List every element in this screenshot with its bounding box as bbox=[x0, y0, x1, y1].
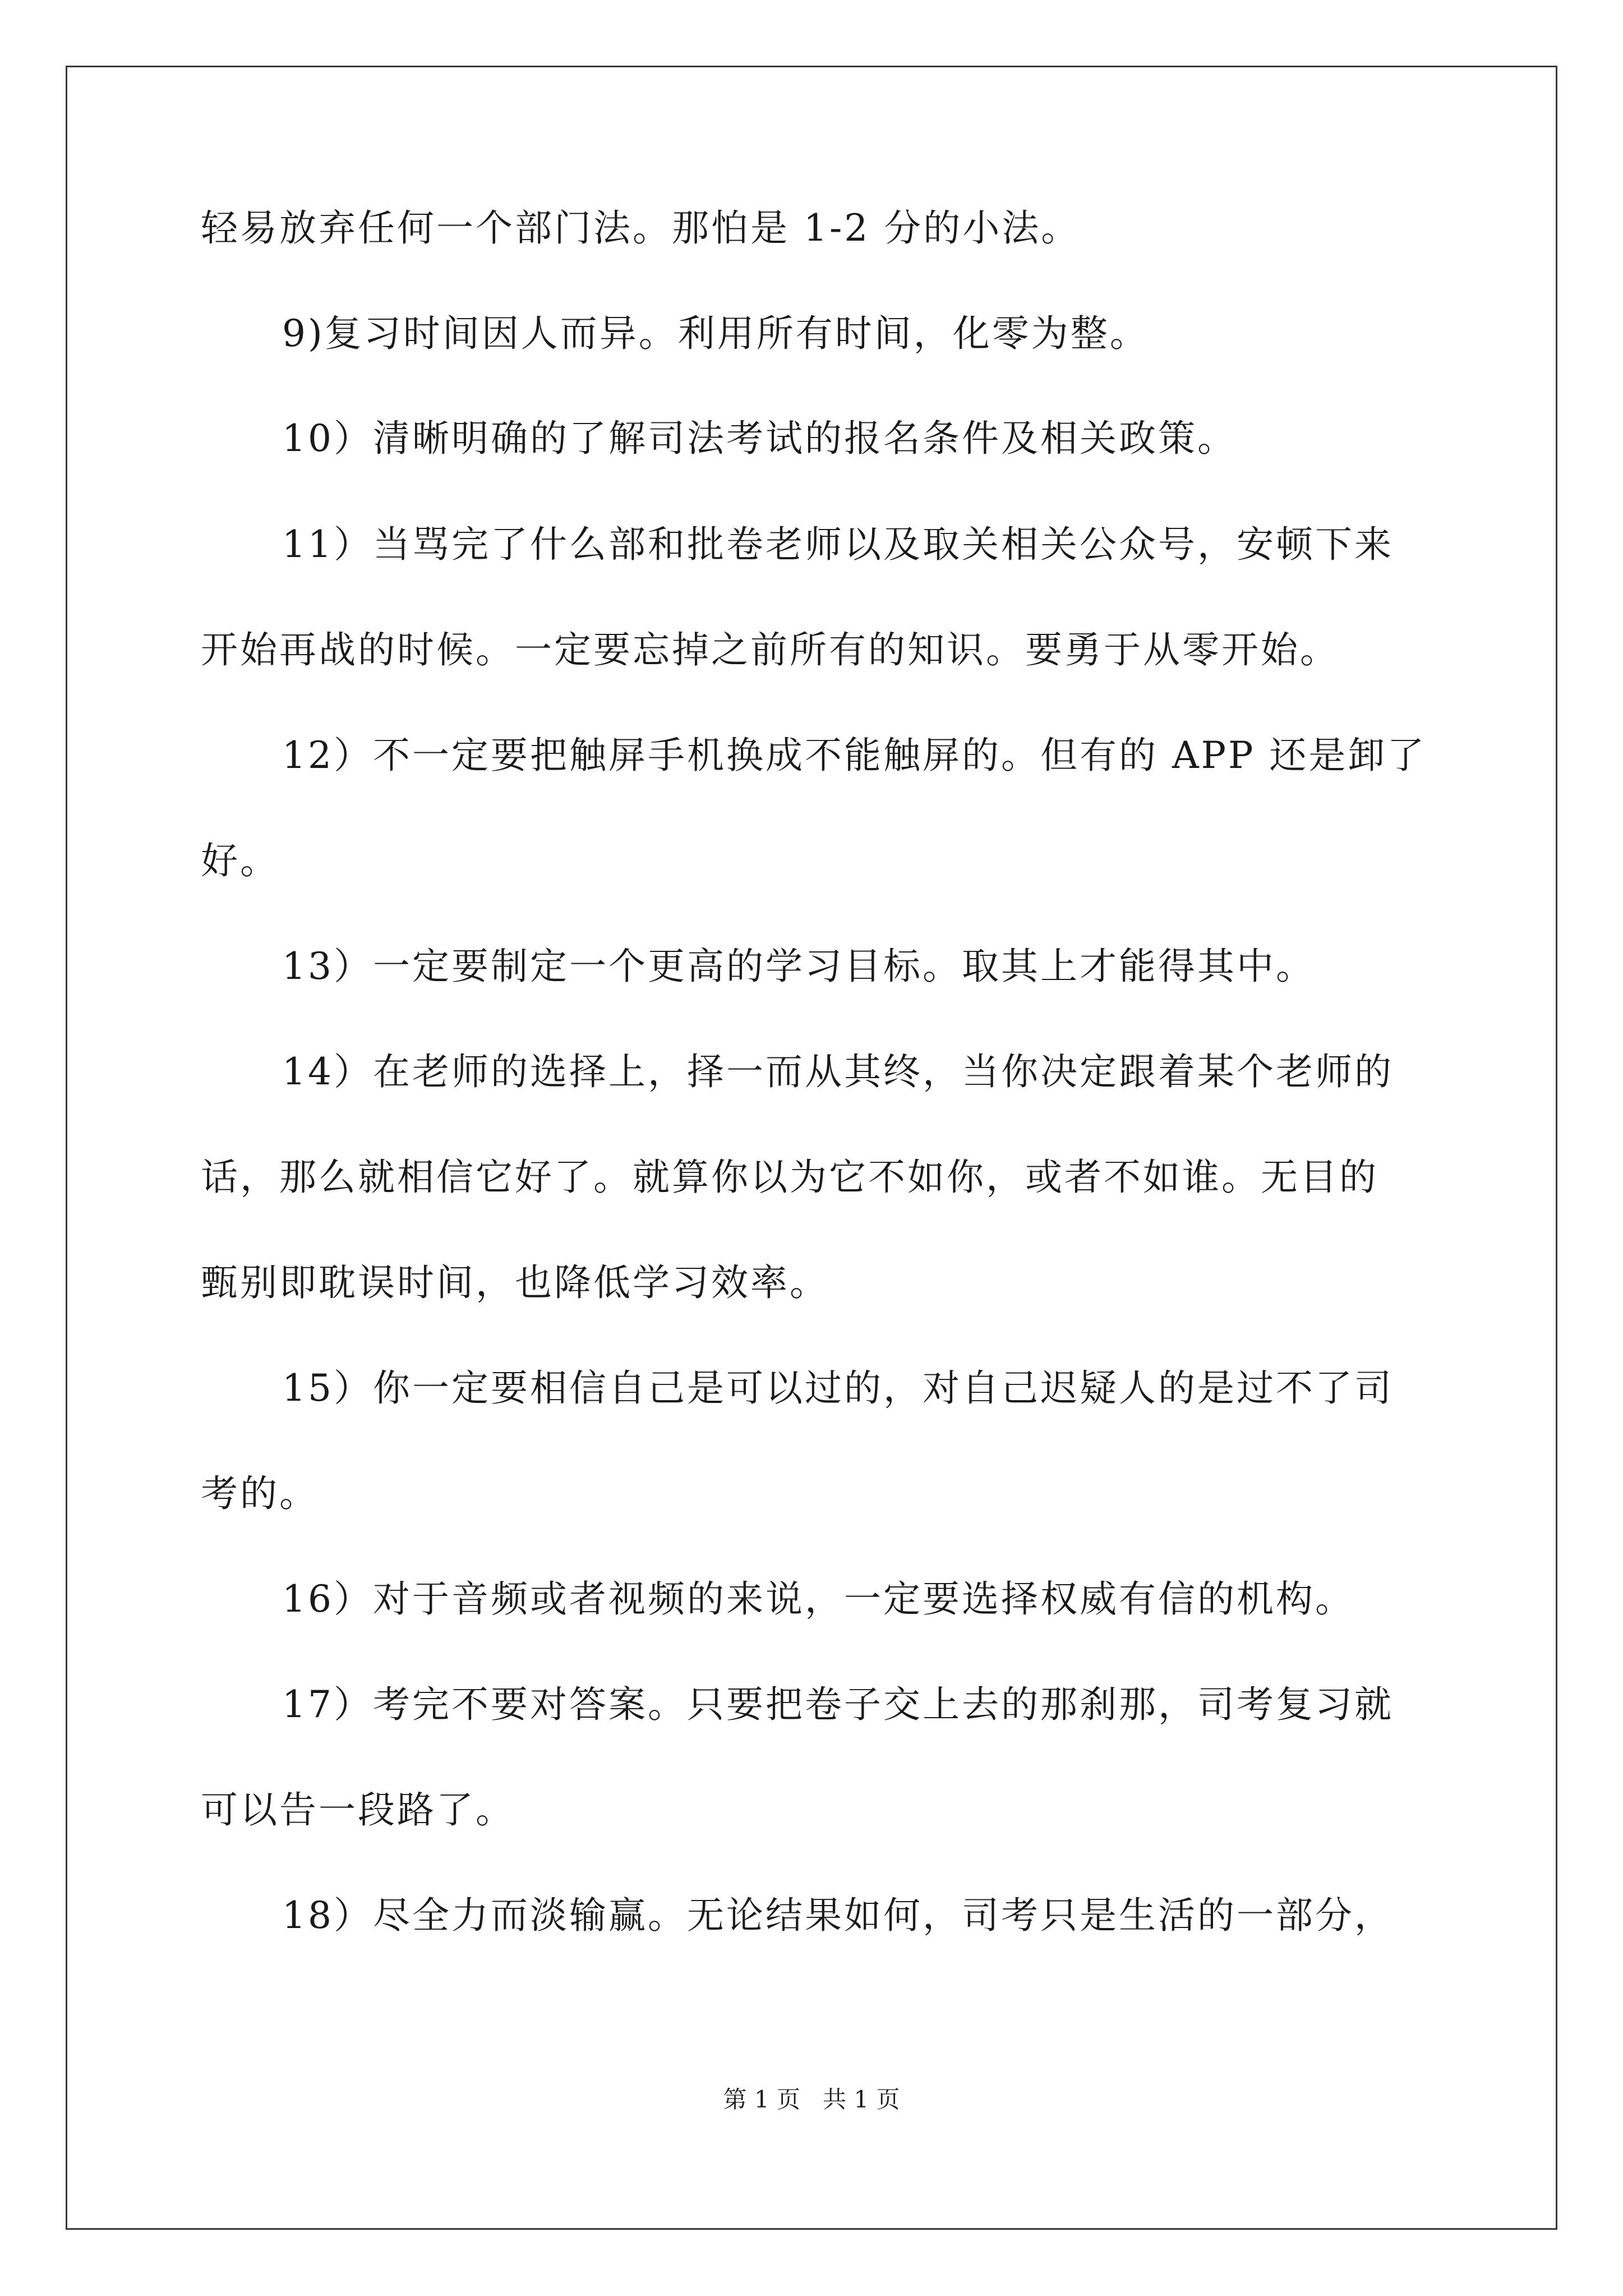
text-line: 轻易放弃任何一个部门法。那怕是 1-2 分的小法。 bbox=[201, 206, 1081, 250]
text-line: 16）对于音频或者视频的来说，一定要选择权威有信的机构。 bbox=[282, 1577, 1354, 1621]
text-line: 15）你一定要相信自己是可以过的，对自己迟疑人的是过不了司 bbox=[282, 1366, 1394, 1410]
text-line: 18）尽全力而淡输赢。无论结果如何，司考只是生活的一部分， bbox=[282, 1894, 1394, 1937]
page-number: 第 1 页 共 1 页 bbox=[723, 2086, 900, 2113]
text-line: 甄别即耽误时间，也降低学习效率。 bbox=[201, 1261, 829, 1304]
text-line: 17）考完不要对答案。只要把卷子交上去的那刹那，司考复习就 bbox=[282, 1683, 1394, 1726]
text-line: 好。 bbox=[201, 839, 279, 882]
text-line: 14）在老师的选择上，择一而从其终，当你决定跟着某个老师的 bbox=[282, 1050, 1394, 1093]
text-line: 12）不一定要把触屏手机换成不能触屏的。但有的 APP 还是卸了 bbox=[282, 734, 1427, 777]
text-line: 考的。 bbox=[201, 1472, 319, 1515]
text-line: 开始再战的时候。一定要忘掉之前所有的知识。要勇于从零开始。 bbox=[201, 628, 1339, 671]
text-line: 13）一定要制定一个更高的学习目标。取其上才能得其中。 bbox=[282, 945, 1315, 988]
page-footer bbox=[0, 2086, 1623, 2114]
text-line: 10）清晰明确的了解司法考试的报名条件及相关政策。 bbox=[282, 417, 1237, 460]
text-line: 9)复习时间因人而异。利用所有时间，化零为整。 bbox=[282, 312, 1149, 355]
text-line: 话，那么就相信它好了。就算你以为它不如你，或者不如谁。无目的 bbox=[201, 1156, 1378, 1199]
text-line: 11）当骂完了什么部和批卷老师以及取关相关公众号，安顿下来 bbox=[282, 523, 1394, 566]
text-line: 可以告一段路了。 bbox=[201, 1788, 515, 1832]
